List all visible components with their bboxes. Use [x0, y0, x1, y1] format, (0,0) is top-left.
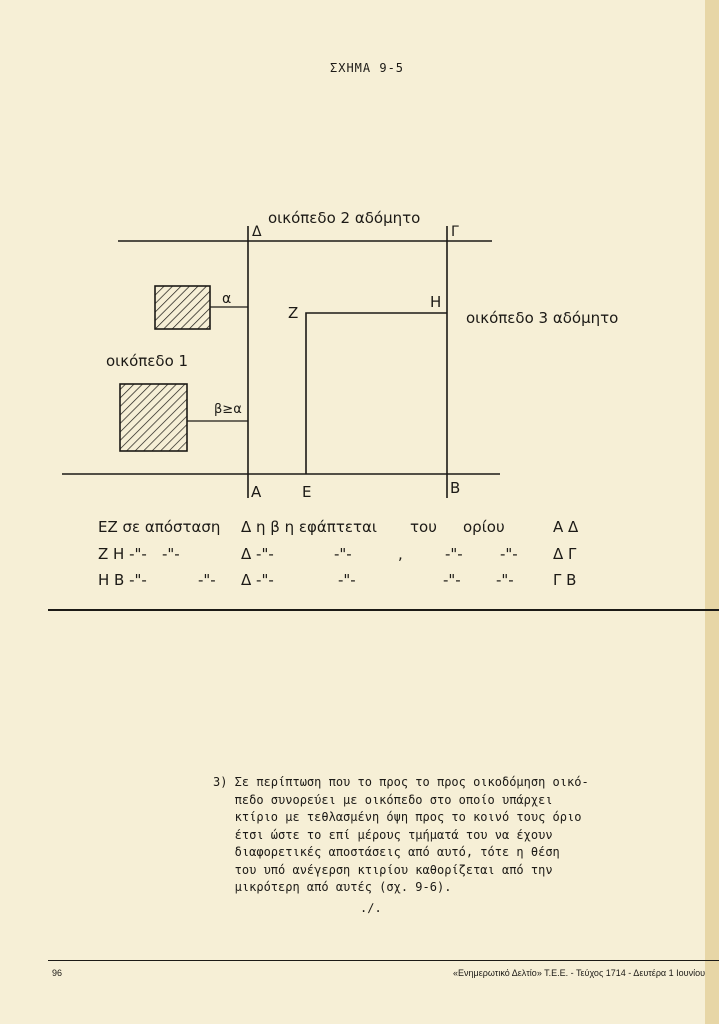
legend-cell: -"- [162, 545, 180, 563]
continuation-mark: .∕. [360, 901, 382, 915]
legend-cell: , [398, 545, 403, 563]
legend-cell: -"- [198, 571, 216, 589]
figure-title: ΣΧΗΜΑ 9-5 [330, 61, 405, 75]
paragraph-3 [213, 774, 691, 897]
paragraph-line: μικρότερη από αυτές (σχ. 9-6). [213, 880, 452, 894]
legend-cell: -"- [445, 545, 463, 563]
corner-alpha-label: Α [251, 483, 262, 501]
footer-citation: «Ενημερωτικό Δελτίο» Τ.Ε.Ε. - Τεύχος 1714 - Δευτέρα 1 Ιουνίου [453, 968, 705, 978]
legend-cell: -"- [443, 571, 461, 589]
legend-cell: -"- [496, 571, 514, 589]
paragraph-line: του υπό ανέγερση κτιρίου καθορίζεται από την [213, 862, 553, 877]
paragraph-line: κτίριο με τεθλασμένη όψη προς το κοινό τους όριο [213, 810, 582, 824]
footer-divider [48, 960, 719, 961]
alpha-label: α [222, 291, 232, 307]
legend-cell: Γ Β [553, 571, 577, 589]
plot3-label: οικόπεδο 3 αδόμητο [466, 309, 619, 327]
legend-cell: Δ -"- [241, 571, 274, 589]
paragraph-line: 3) Σε περίπτωση που το προς το προς οικοδόμηση οικό- [213, 775, 589, 789]
plot1-building-large [120, 384, 187, 451]
page-number: 96 [52, 968, 63, 978]
plot1-label: οικόπεδο 1 [106, 352, 189, 370]
plot1-building-small [155, 286, 210, 329]
corner-gamma-label: Γ [451, 224, 459, 240]
legend-cell: Η Β -"- [98, 571, 147, 589]
legend-cell: -"- [338, 571, 356, 589]
legend-cell: Ζ Η -"- [98, 545, 147, 563]
section-divider [48, 609, 719, 611]
legend-cell: ΕΖ σε απόσταση [98, 518, 221, 536]
corner-zeta-label: Ζ [288, 304, 299, 322]
paragraph-line: διαφορετικές αποστάσεις από αυτό, τότε η θέση [213, 845, 560, 859]
paragraph-line: έτσι ώστε το επί μέρους τμήματά του να έχουν [213, 827, 553, 842]
beta-alpha-label: β≥α [214, 402, 242, 417]
legend-cell: -"- [500, 545, 518, 563]
legend-cell: Α Δ [553, 518, 579, 536]
corner-beta-label: Β [450, 479, 461, 497]
legend-cell: ορίου [463, 518, 505, 536]
paragraph-line: πεδο συνορεύει με οικόπεδο στο οποίο υπάρχει [213, 792, 553, 807]
legend-cell: Δ Γ [553, 545, 577, 563]
corner-epsilon-label: Ε [302, 483, 312, 501]
plot2-label: οικόπεδο 2 αδόμητο [268, 209, 421, 227]
corner-delta-label: Δ [252, 224, 262, 240]
legend-cell: Δ η β η εφάπτεται [241, 518, 377, 536]
legend-cell: Δ -"- [241, 545, 274, 563]
legend-cell: -"- [334, 545, 352, 563]
corner-eta-label: Η [430, 293, 442, 311]
legend-cell: του [410, 518, 437, 536]
building-outline [306, 313, 447, 474]
